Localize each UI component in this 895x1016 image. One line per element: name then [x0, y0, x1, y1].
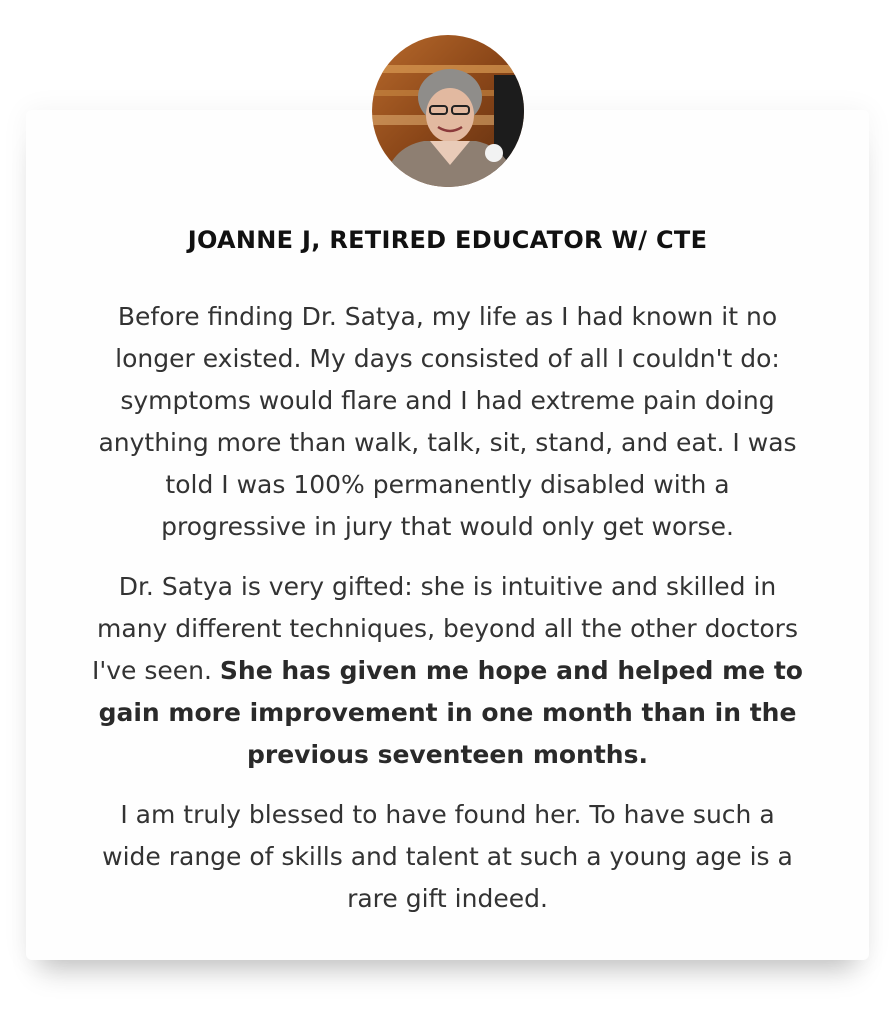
avatar [372, 35, 524, 187]
testimonial-body [92, 296, 803, 938]
avatar-photo [372, 35, 524, 187]
testimonial-highlight: She has given me hope and helped me to gain more improvement in one month than in the previous seventeen months. [98, 656, 803, 769]
testimonial-paragraph-1: Before finding Dr. Satya, my life as I had known it no longer existed. My days consisted of all I couldn't do: symptoms would flare and I had extreme pain doing anything more than walk, talk, sit, stand, and eat. I was told I was 100% permanently disabled with a progressive in jury that would only get worse. [98, 302, 797, 541]
testimonial-author: JOANNE J, RETIRED EDUCATOR W/ CTE [187, 226, 708, 254]
testimonial-paragraph-2-regular: Dr. Satya is very gifted: she is intuitive and skilled in many different techniques, beyond all the other doctors I've seen. [92, 572, 798, 685]
testimonial-paragraph-3: I am truly blessed to have found her. To have such a wide range of skills and talent at such a young age is a rare gift indeed. [102, 800, 793, 913]
testimonial-paragraph-2 [92, 566, 803, 776]
